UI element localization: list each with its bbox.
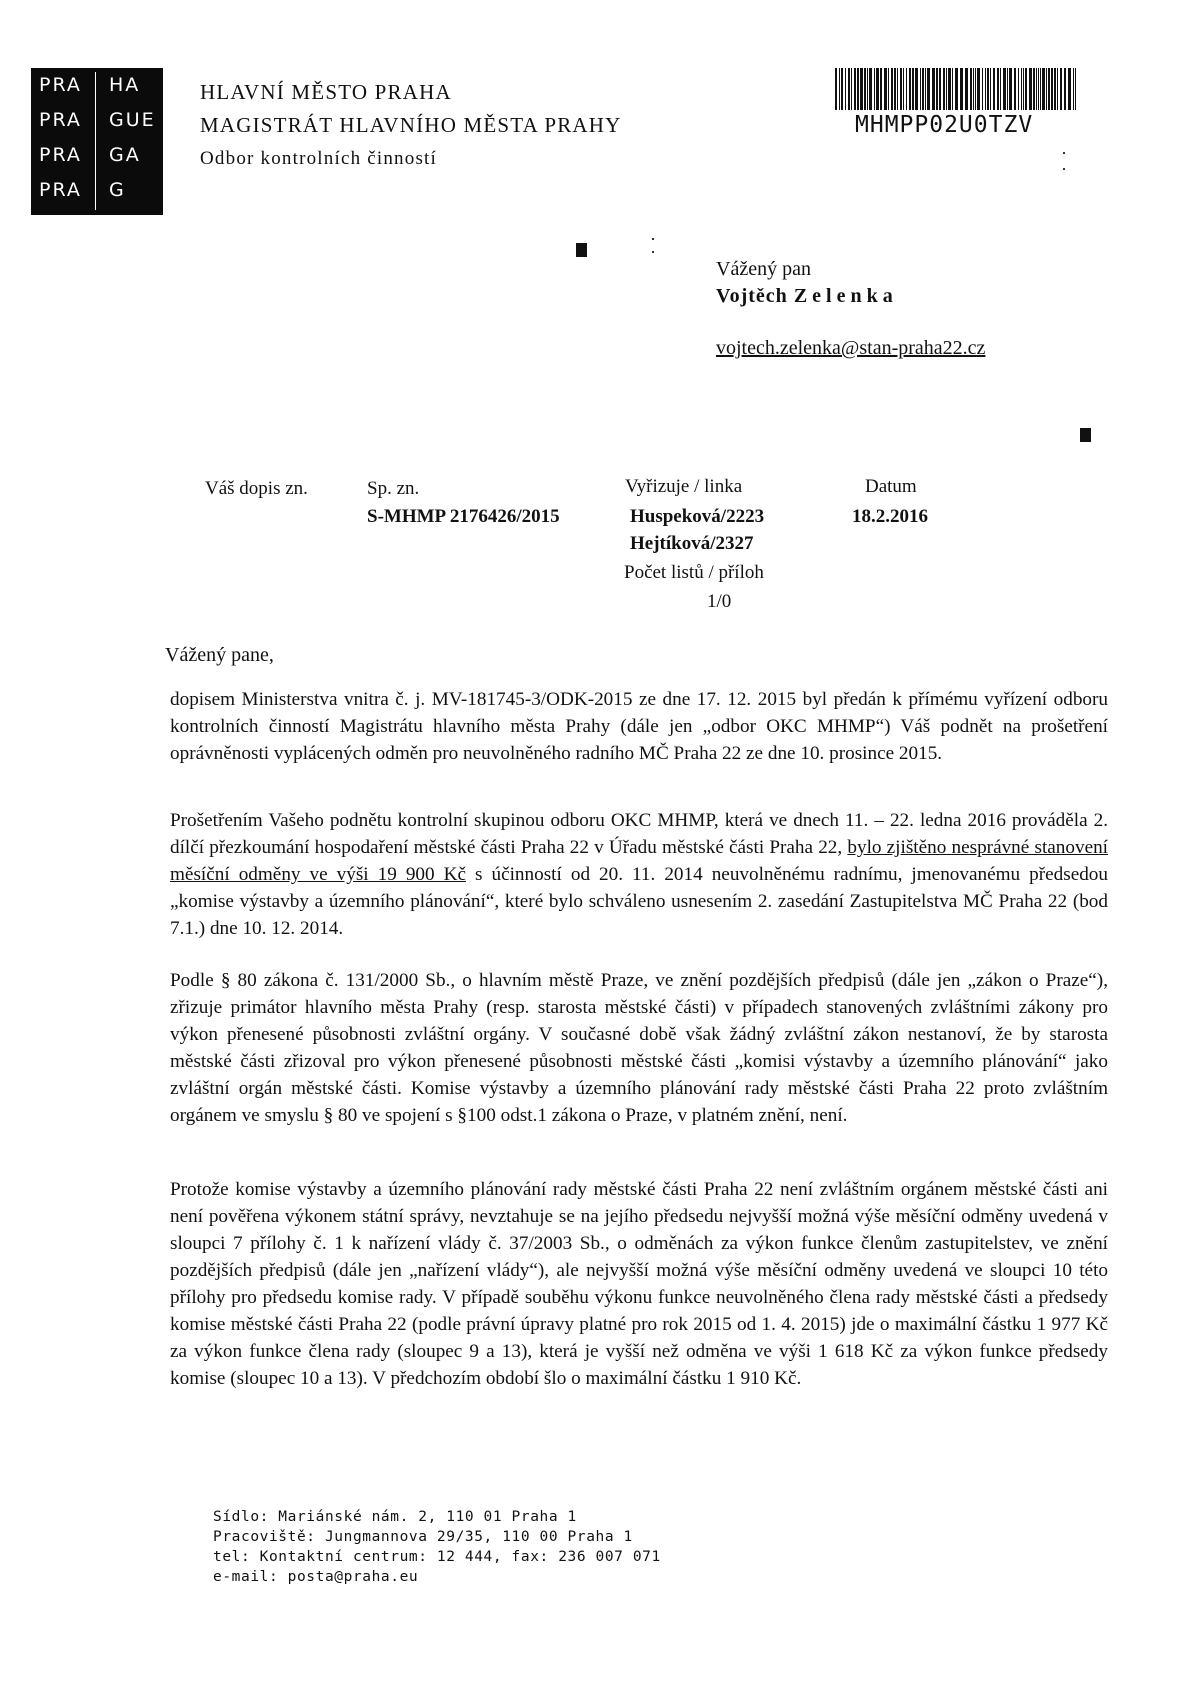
paragraph-2-text-a: Prošetřením Vašeho podnětu kontrolní skupinou odboru OKC MHMP, která ve dnech 11. – 22. ledna 2016 prováděla 2. dílčí přezkoumání hospodaření městské části Praha 22 v Úřadu městské části Praha 22, (170, 810, 1108, 858)
barcode-bar (1040, 68, 1041, 110)
barcode-bar (982, 68, 983, 110)
barcode-bar (939, 68, 941, 110)
barcode-bar (1046, 68, 1047, 110)
barcode-bar (1009, 68, 1012, 110)
handler-label: Vyřizuje / linka (625, 476, 743, 497)
paragraph-2 (170, 807, 1108, 942)
barcode-bar (884, 68, 887, 110)
barcode-bar (952, 68, 953, 110)
barcode-bar (1073, 68, 1074, 110)
scan-mark (1080, 428, 1091, 442)
barcode-bar (1029, 68, 1032, 110)
barcode-bar (973, 68, 974, 110)
barcode-bar (1060, 68, 1062, 110)
barcode-bar (927, 68, 930, 110)
barcode-bar (948, 68, 951, 110)
scan-mark (576, 243, 587, 257)
barcode-bar (922, 68, 924, 110)
barcode-bar (943, 68, 945, 110)
barcode-bar (1036, 68, 1037, 110)
barcode-bar (920, 68, 921, 110)
file-number: S-MHMP 2176426/2015 (367, 506, 560, 527)
barcode-bar (857, 68, 859, 110)
recipient-email[interactable]: vojtech.zelenka@stan-praha22.cz (716, 337, 986, 359)
footer-workplace: Pracoviště: Jungmannova 29/35, 110 00 Praha 1 (213, 1529, 633, 1545)
finding-underlined: bylo zjištěno nesprávné stanovení měsíční odměny ve výši 19 900 Kč (170, 837, 1109, 885)
barcode-bar (1068, 68, 1071, 110)
scan-dot (1063, 152, 1065, 154)
barcode-bar (915, 68, 918, 110)
barcode-bar (900, 68, 902, 110)
barcode-bar (860, 68, 863, 110)
logo-row-right: GUE (109, 109, 156, 131)
scan-dot (652, 251, 654, 253)
barcode-bar (888, 68, 889, 110)
barcode-bar (1033, 68, 1035, 110)
barcode-bar (1048, 68, 1050, 110)
file-label: Sp. zn. (367, 478, 420, 499)
barcode-bar (965, 68, 968, 110)
date-label: Datum (865, 476, 917, 497)
barcode-bar (997, 68, 999, 110)
barcode-bar (912, 68, 914, 110)
barcode-bar (854, 68, 856, 110)
header-city: HLAVNÍ MĚSTO PRAHA (200, 80, 452, 104)
barcode-bar (1023, 68, 1024, 110)
barcode-bar (960, 68, 963, 110)
barcode-bar (841, 68, 843, 110)
logo-row-right: HA (109, 74, 141, 96)
barcode-bar (1018, 68, 1019, 110)
barcode-bar (1003, 68, 1006, 110)
logo-row-left: PRA (39, 109, 82, 131)
logo-row-right: G (109, 179, 126, 201)
sheets-value: 1/0 (707, 591, 732, 612)
paragraph-1: dopisem Ministerstva vnitra č. j. MV-181745-3/ODK-2015 ze dne 17. 12. 2015 byl předán k přímému vyřízení odboru kontrolních činností Magistrátu hlavního města Prahy (dále jen „odbor OKC MHMP“) Váš podnět na prošetření oprávněnosti vyplácených odměn pro neuvolněného radního MČ Praha 22 ze dne 10. prosince 2015. (170, 689, 1108, 764)
header-department: Odbor kontrolních činností (200, 148, 438, 169)
barcode-bar (848, 68, 850, 110)
barcode-bar (946, 68, 947, 110)
barcode-bar (874, 68, 875, 110)
barcode-bar (894, 68, 896, 110)
barcode-bar (975, 68, 976, 110)
barcode-bar (876, 68, 879, 110)
date-value: 18.2.2016 (852, 506, 928, 527)
header-magistrate: MAGISTRÁT HLAVNÍHO MĚSTA PRAHY (200, 113, 622, 137)
barcode-bar (1007, 68, 1008, 110)
barcode-bar (909, 68, 911, 110)
barcode-bar (1021, 68, 1022, 110)
barcode-text: MHMPP02U0TZV (855, 112, 1034, 138)
paragraph-3: Podle § 80 zákona č. 131/2000 Sb., o hlavním městě Praze, ve znění pozdějších předpisů (dále jen „zákon o Praze“), zřizuje primátor hlavního města Prahy (resp. starosta městské části) v případech stanovených zvláštními zákony pro výkon přenesené působnosti zvláštní orgány. V současné době však žádný zvláštní zákon nestanoví, že by starosta městské části zřizoval pro výkon přenesené působnosti městské části „komisi výstavby a územního plánování“ jako zvláštní orgán městské části. Komise výstavby a územního plánování rady městské části Praha 22 proto zvláštním orgánem ve smyslu § 80 ve spojení s §100 odst.1 zákona o Praze, v platném znění, není. (170, 970, 1108, 1126)
barcode-bar (891, 68, 893, 110)
logo-row-left: PRA (39, 179, 82, 201)
handler-1: Huspeková/2223 (630, 506, 765, 527)
barcode-bar (1014, 68, 1016, 110)
barcode-bar (977, 68, 980, 110)
handler-2: Hejtíková/2327 (630, 533, 754, 554)
barcode-bar (925, 68, 926, 110)
recipient-name (716, 285, 898, 308)
logo-row-left: PRA (39, 144, 82, 166)
barcode-bar (970, 68, 972, 110)
logo-row (39, 107, 159, 134)
barcode-bar (897, 68, 898, 110)
logo-row (39, 72, 159, 99)
barcode-bar (1064, 68, 1066, 110)
logo-row (39, 142, 159, 169)
barcode (835, 68, 1080, 110)
barcode-bar (985, 68, 986, 110)
barcode-bar (906, 68, 907, 110)
recipient-first-name: Vojtěch (716, 285, 788, 307)
barcode-bar (1000, 68, 1001, 110)
barcode-bar (869, 68, 872, 110)
barcode-bar (1054, 68, 1056, 110)
barcode-bar (936, 68, 938, 110)
barcode-bar (845, 68, 846, 110)
barcode-bar (993, 68, 995, 110)
scan-dot (652, 238, 654, 240)
scan-dot (1063, 168, 1065, 170)
sheets-label: Počet listů / příloh (624, 562, 764, 583)
barcode-bar (987, 68, 989, 110)
barcode-bar (839, 68, 840, 110)
barcode-bar (932, 68, 935, 110)
recipient-greeting: Vážený pan (716, 258, 811, 280)
barcode-bar (1057, 68, 1058, 110)
barcode-bar (1042, 68, 1045, 110)
logo-row (39, 177, 159, 204)
barcode-bar (864, 68, 866, 110)
paragraph-4: Protože komise výstavby a územního plánování rady městské části Praha 22 není zvláštním orgánem městské části ani není pověřena výkonem státní správy, nevztahuje se na jejího předsedu nejvyšší možná výše měsíční odměny uvedená v sloupci 7 přílohy č. 1 k nařízení vlády č. 37/2003 Sb., o odměnách za výkon funkce členům zastupitelstev, ve znění pozdějších předpisů (dále jen „nařízení vlády“), ale nejvyšší možná výše měsíční odměny uvedená ve sloupci 10 této přílohy pro předsedu komise rady. V případě souběhu výkonu funkce neuvolněného člena rady městské části a předsedy komise městské části Praha 22 (podle právní úpravy platné pro rok 2015 od 1. 4. 2015) jde o maximální částku 1 977 Kč za výkon funkce člena rady (sloupec 9 a 13), která je vyšší než odměna ve výši 1 618 Kč za výkon funkce předsedy komise (sloupec 10 a 13). V předchozím období šlo o maximální částku 1 910 Kč. (170, 1179, 1108, 1389)
footer-phone: tel: Kontaktní centrum: 12 444, fax: 236 007 071 (213, 1549, 661, 1565)
barcode-bar (851, 68, 852, 110)
barcode-bar (1051, 68, 1053, 110)
barcode-bar (1038, 68, 1039, 110)
paragraph-2-text-b: s účinností od 20. 11. 2014 neuvolněnému radnímu, jmenovanému předsedou „komise výstavby a územního plánování“, které bylo schváleno usnesením 2. zasedání Zastupitelstva MČ Praha 22 (bod 7.1.) dne 10. 12. 2014. (170, 864, 1108, 939)
footer-address: Sídlo: Mariánské nám. 2, 110 01 Praha 1 (213, 1509, 577, 1525)
logo-row-right: GA (109, 144, 141, 166)
salutation: Vážený pane, (165, 644, 274, 666)
barcode-bar (903, 68, 904, 110)
barcode-bar (867, 68, 868, 110)
footer (213, 1507, 661, 1587)
logo-row-left: PRA (39, 74, 82, 96)
your-letter-label: Váš dopis zn. (205, 478, 308, 499)
barcode-bar (835, 68, 837, 110)
barcode-bar (990, 68, 991, 110)
prague-logo (31, 68, 163, 215)
recipient-last-name: Zelenka (793, 285, 898, 307)
barcode-bar (955, 68, 958, 110)
barcode-bar (1075, 68, 1076, 110)
barcode-bar (880, 68, 882, 110)
footer-email: e-mail: posta@praha.eu (213, 1569, 419, 1585)
barcode-bar (1025, 68, 1027, 110)
